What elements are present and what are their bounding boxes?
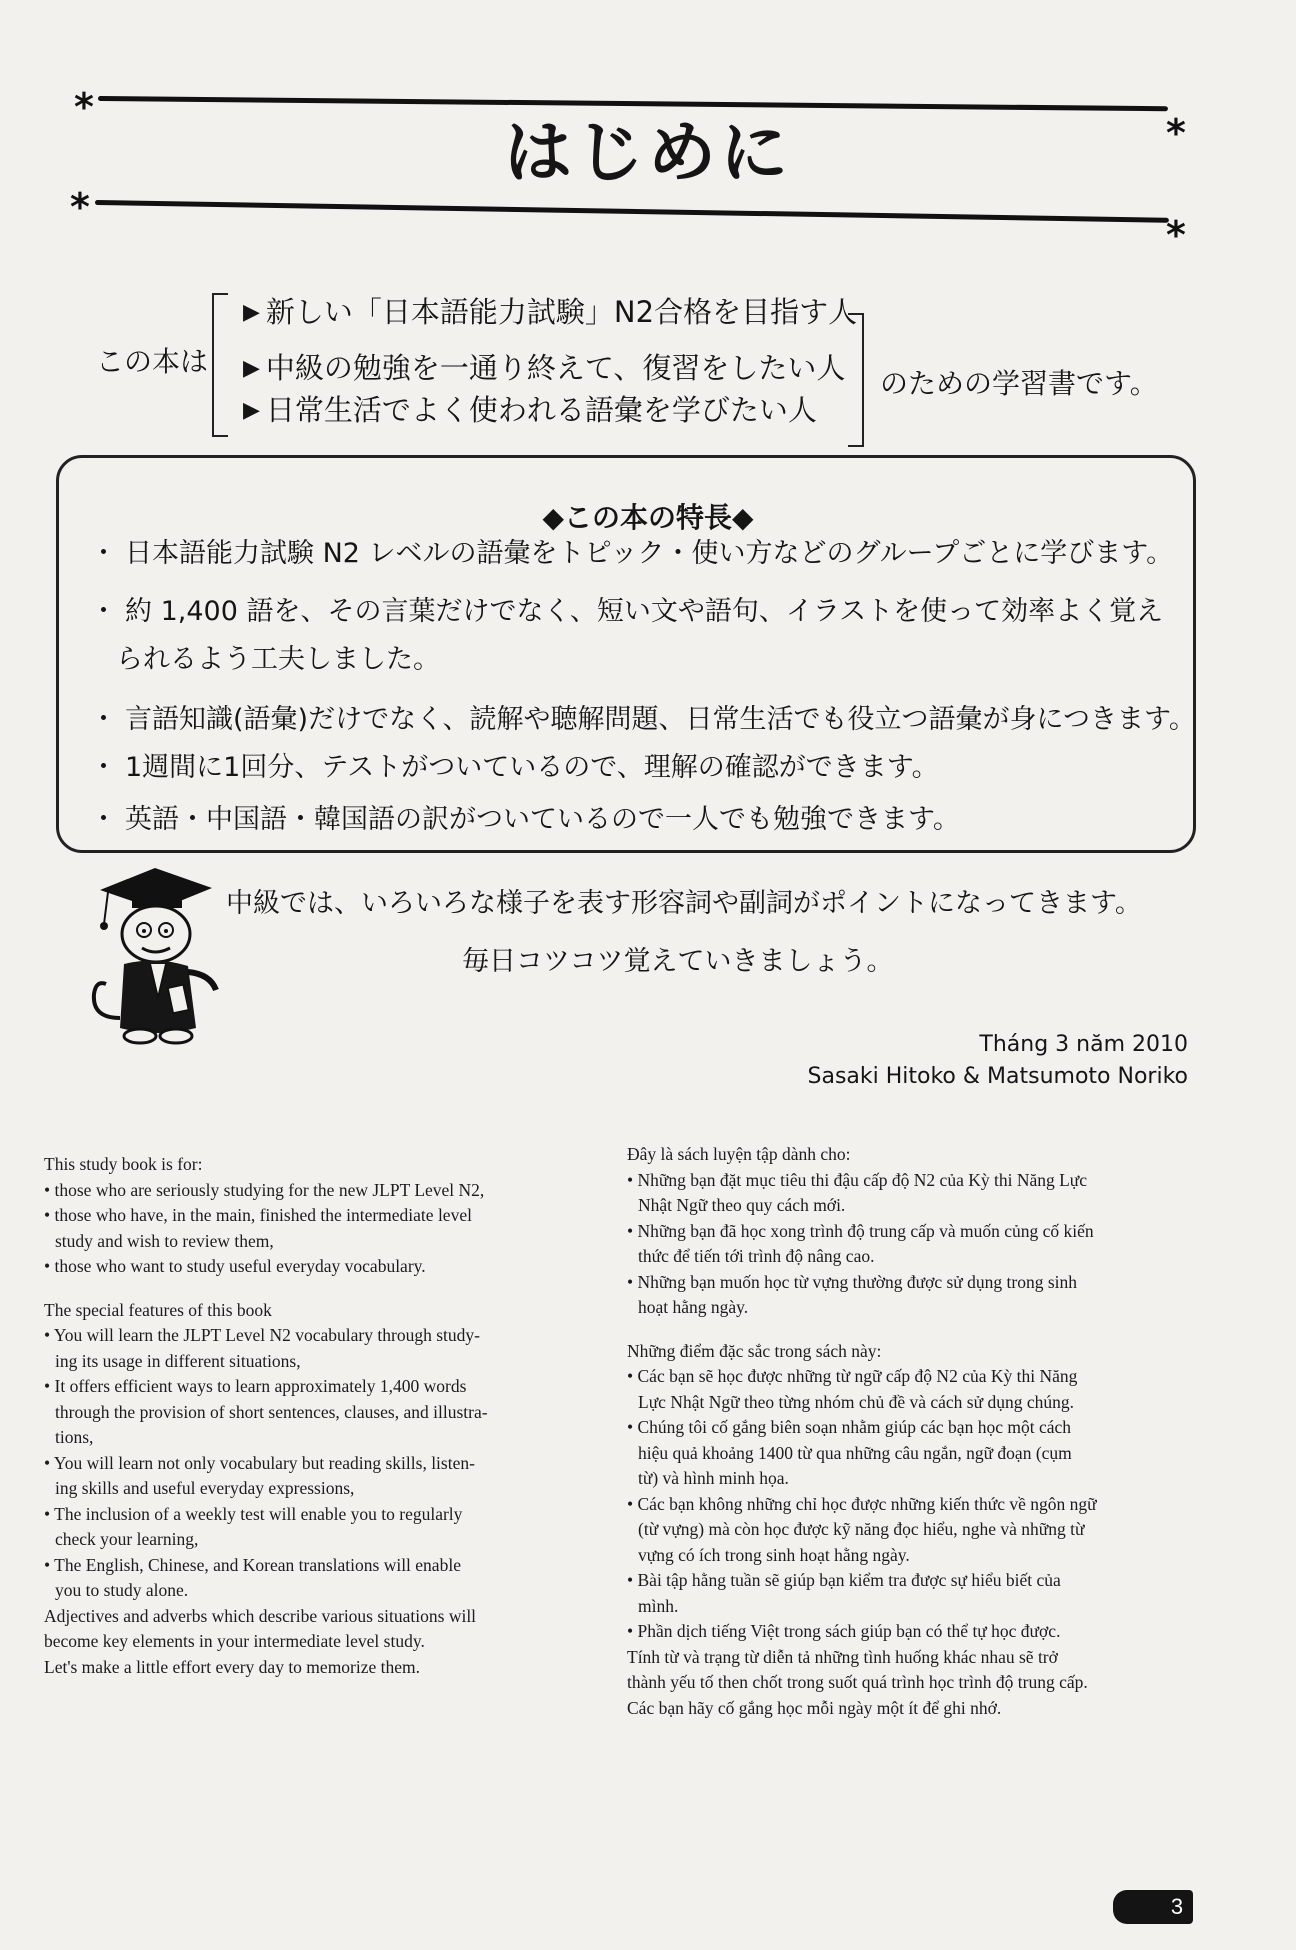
intro-item-text: 中級の勉強を一通り終えて、復習をしたい人 xyxy=(265,351,846,385)
title-rule-top xyxy=(98,96,1168,111)
vi-line: • Chúng tôi cố gắng biên soạn nhằm giúp các bạn học một cách xyxy=(627,1417,1071,1437)
bullet: ・ xyxy=(90,804,117,835)
intro-item-1 xyxy=(243,295,858,329)
en-line: ing skills and useful everyday expressions, xyxy=(55,1478,355,1498)
triangle-right-icon: ▶ xyxy=(243,300,260,325)
feature-line-1 xyxy=(90,540,1173,567)
intro-item-2 xyxy=(243,351,846,385)
feature-line-4 xyxy=(90,754,939,781)
en-line: • those who have, in the main, finished the intermediate level xyxy=(44,1205,472,1225)
feature-text: 英語・中国語・韓国語の訳がついているので一人でも勉強できます。 xyxy=(125,804,960,835)
feature-line-3 xyxy=(90,706,1196,733)
feature-text: 言語知識(語彙)だけでなく、読解や聴解問題、日常生活でも役立つ語彙が身につきます。 xyxy=(125,704,1196,735)
vi-gap xyxy=(627,1321,1187,1339)
en-line: ing its usage in different situations, xyxy=(55,1350,301,1371)
intro-bracket-left xyxy=(212,293,228,437)
english-column xyxy=(44,1152,544,1680)
bullet: ・ xyxy=(90,752,117,783)
vi-line: vựng có ích trong sinh hoạt hằng ngày. xyxy=(638,1544,910,1565)
bullet: ・ xyxy=(90,596,117,627)
vi-line: thành yếu tố then chốt trong suốt quá trình học trình độ trung cấp. xyxy=(627,1672,1088,1692)
en-line: • The inclusion of a weekly test will enable you to regularly xyxy=(44,1503,463,1524)
vi-line: • Các bạn không những chỉ học được những kiến thức về ngôn ngữ xyxy=(627,1493,1097,1514)
vi-line: mình. xyxy=(638,1595,679,1616)
vi-line: • Những bạn đặt mục tiêu thi đậu cấp độ N2 của Kỳ thi Năng Lực xyxy=(627,1169,1088,1190)
vi-line: từ) và hình minh họa. xyxy=(638,1468,789,1488)
vi-line: thức để tiến tới trình độ nâng cao. xyxy=(638,1246,875,1266)
feature-line-2 xyxy=(90,598,1163,625)
en-line: • those who are seriously studying for the new JLPT Level N2, xyxy=(44,1179,485,1200)
feature-text: 1週間に1回分、テストがついているので、理解の確認ができます。 xyxy=(125,752,939,783)
intro-label: この本は xyxy=(96,345,209,378)
star-top-left: * xyxy=(74,85,94,129)
triangle-right-icon: ▶ xyxy=(243,356,260,381)
feature-text: 日本語能力試験 N2 レベルの語彙をトピック・使い方などのグループごとに学びます。 xyxy=(125,538,1174,569)
en-line: tions, xyxy=(55,1427,94,1447)
en-line: The special features of this book xyxy=(44,1299,272,1320)
triangle-right-icon: ▶ xyxy=(243,398,260,423)
vi-line: Lực Nhật Ngữ theo từng nhóm chủ đề và cách sử dụng chúng. xyxy=(638,1391,1074,1412)
comment-line-1: 中級では、いろいろな様子を表す形容詞や副詞がポイントになってきます。 xyxy=(226,888,1142,919)
title-rule-bottom xyxy=(95,200,1169,223)
page-number: 3 xyxy=(1170,1894,1184,1919)
en-line: • It offers efficient ways to learn approximately 1,400 words xyxy=(44,1376,467,1396)
vi-line: hiệu quả khoảng 1400 từ qua những câu ngắn, ngữ đoạn (cụm xyxy=(638,1442,1072,1463)
comment-line-2: 毎日コツコツ覚えていきましょう。 xyxy=(462,946,894,977)
vi-line: Nhật Ngữ theo quy cách mới. xyxy=(638,1195,846,1215)
vi-line: Đây là sách luyện tập dành cho: xyxy=(627,1144,851,1164)
intro-item-3 xyxy=(243,393,817,427)
en-line: through the provision of short sentences, clauses, and illustra- xyxy=(55,1401,488,1422)
intro-suffix: のための学習書です。 xyxy=(880,367,1158,400)
intro-item-text: 新しい「日本語能力試験」N2合格を目指す人 xyxy=(265,295,858,329)
en-line: study and wish to review them, xyxy=(55,1230,274,1251)
vi-line: Các bạn hãy cố gắng học mỗi ngày một ít để ghi nhớ. xyxy=(627,1697,1002,1718)
vi-line: • Các bạn sẽ học được những từ ngữ cấp độ N2 của Kỳ thi Năng xyxy=(627,1366,1078,1386)
star-bottom-right: * xyxy=(1166,213,1186,257)
signature-authors: Sasaki Hitoko & Matsumoto Noriko xyxy=(807,1064,1188,1089)
vi-line: • Những bạn đã học xong trình độ trung cấp và muốn củng cố kiến xyxy=(627,1220,1094,1241)
en-line: This study book is for: xyxy=(44,1154,203,1174)
feature-text: 約 1,400 語を、その言葉だけでなく、短い文や語句、イラストを使って効率よく覚え xyxy=(125,596,1164,627)
en-line: check your learning, xyxy=(55,1529,199,1549)
en-line: Adjectives and adverbs which describe various situations will xyxy=(44,1605,477,1626)
en-gap xyxy=(44,1280,544,1298)
vietnamese-column xyxy=(627,1142,1187,1721)
page-title: はじめに xyxy=(503,114,792,193)
en-line: • You will learn the JLPT Level N2 vocabulary through study- xyxy=(44,1325,480,1345)
intro-item-text: 日常生活でよく使われる語彙を学びたい人 xyxy=(265,393,817,427)
intro-bracket-right xyxy=(848,313,864,447)
mascot-illustration xyxy=(80,868,230,1058)
en-line: • You will learn not only vocabulary but reading skills, listen- xyxy=(44,1452,475,1473)
features-title: ◆この本の特長◆ xyxy=(542,501,754,534)
vi-line: hoạt hằng ngày. xyxy=(638,1297,749,1317)
feature-text: られるよう工夫しました。 xyxy=(116,644,440,675)
vi-line: Những điểm đặc sắc trong sách này: xyxy=(627,1340,882,1361)
signature-date: Tháng 3 năm 2010 xyxy=(979,1032,1188,1057)
en-line: • those who want to study useful everyday vocabulary. xyxy=(44,1256,426,1276)
feature-line-2b xyxy=(116,646,440,673)
star-bottom-left: * xyxy=(70,185,90,229)
vi-line: (từ vựng) mà còn học được kỹ năng đọc hiểu, nghe và những từ xyxy=(638,1519,1085,1539)
bullet: ・ xyxy=(90,538,117,569)
bullet: ・ xyxy=(90,704,117,735)
en-line: become key elements in your intermediate level study. xyxy=(44,1631,425,1651)
star-top-right: * xyxy=(1166,111,1186,155)
vi-line: • Những bạn muốn học từ vựng thường được sử dụng trong sinh xyxy=(627,1271,1077,1292)
en-line: Let's make a little effort every day to memorize them. xyxy=(44,1656,421,1677)
en-line: • The English, Chinese, and Korean translations will enable xyxy=(44,1554,461,1575)
en-line: you to study alone. xyxy=(55,1580,189,1600)
vi-line: • Phần dịch tiếng Việt trong sách giúp bạn có thể tự học được. xyxy=(627,1621,1061,1641)
vi-line: Tính từ và trạng từ diễn tả những tình huống khác nhau sẽ trở xyxy=(627,1646,1058,1667)
vi-line: • Bài tập hằng tuần sẽ giúp bạn kiểm tra được sự hiểu biết của xyxy=(627,1570,1061,1590)
feature-line-5 xyxy=(90,806,960,833)
